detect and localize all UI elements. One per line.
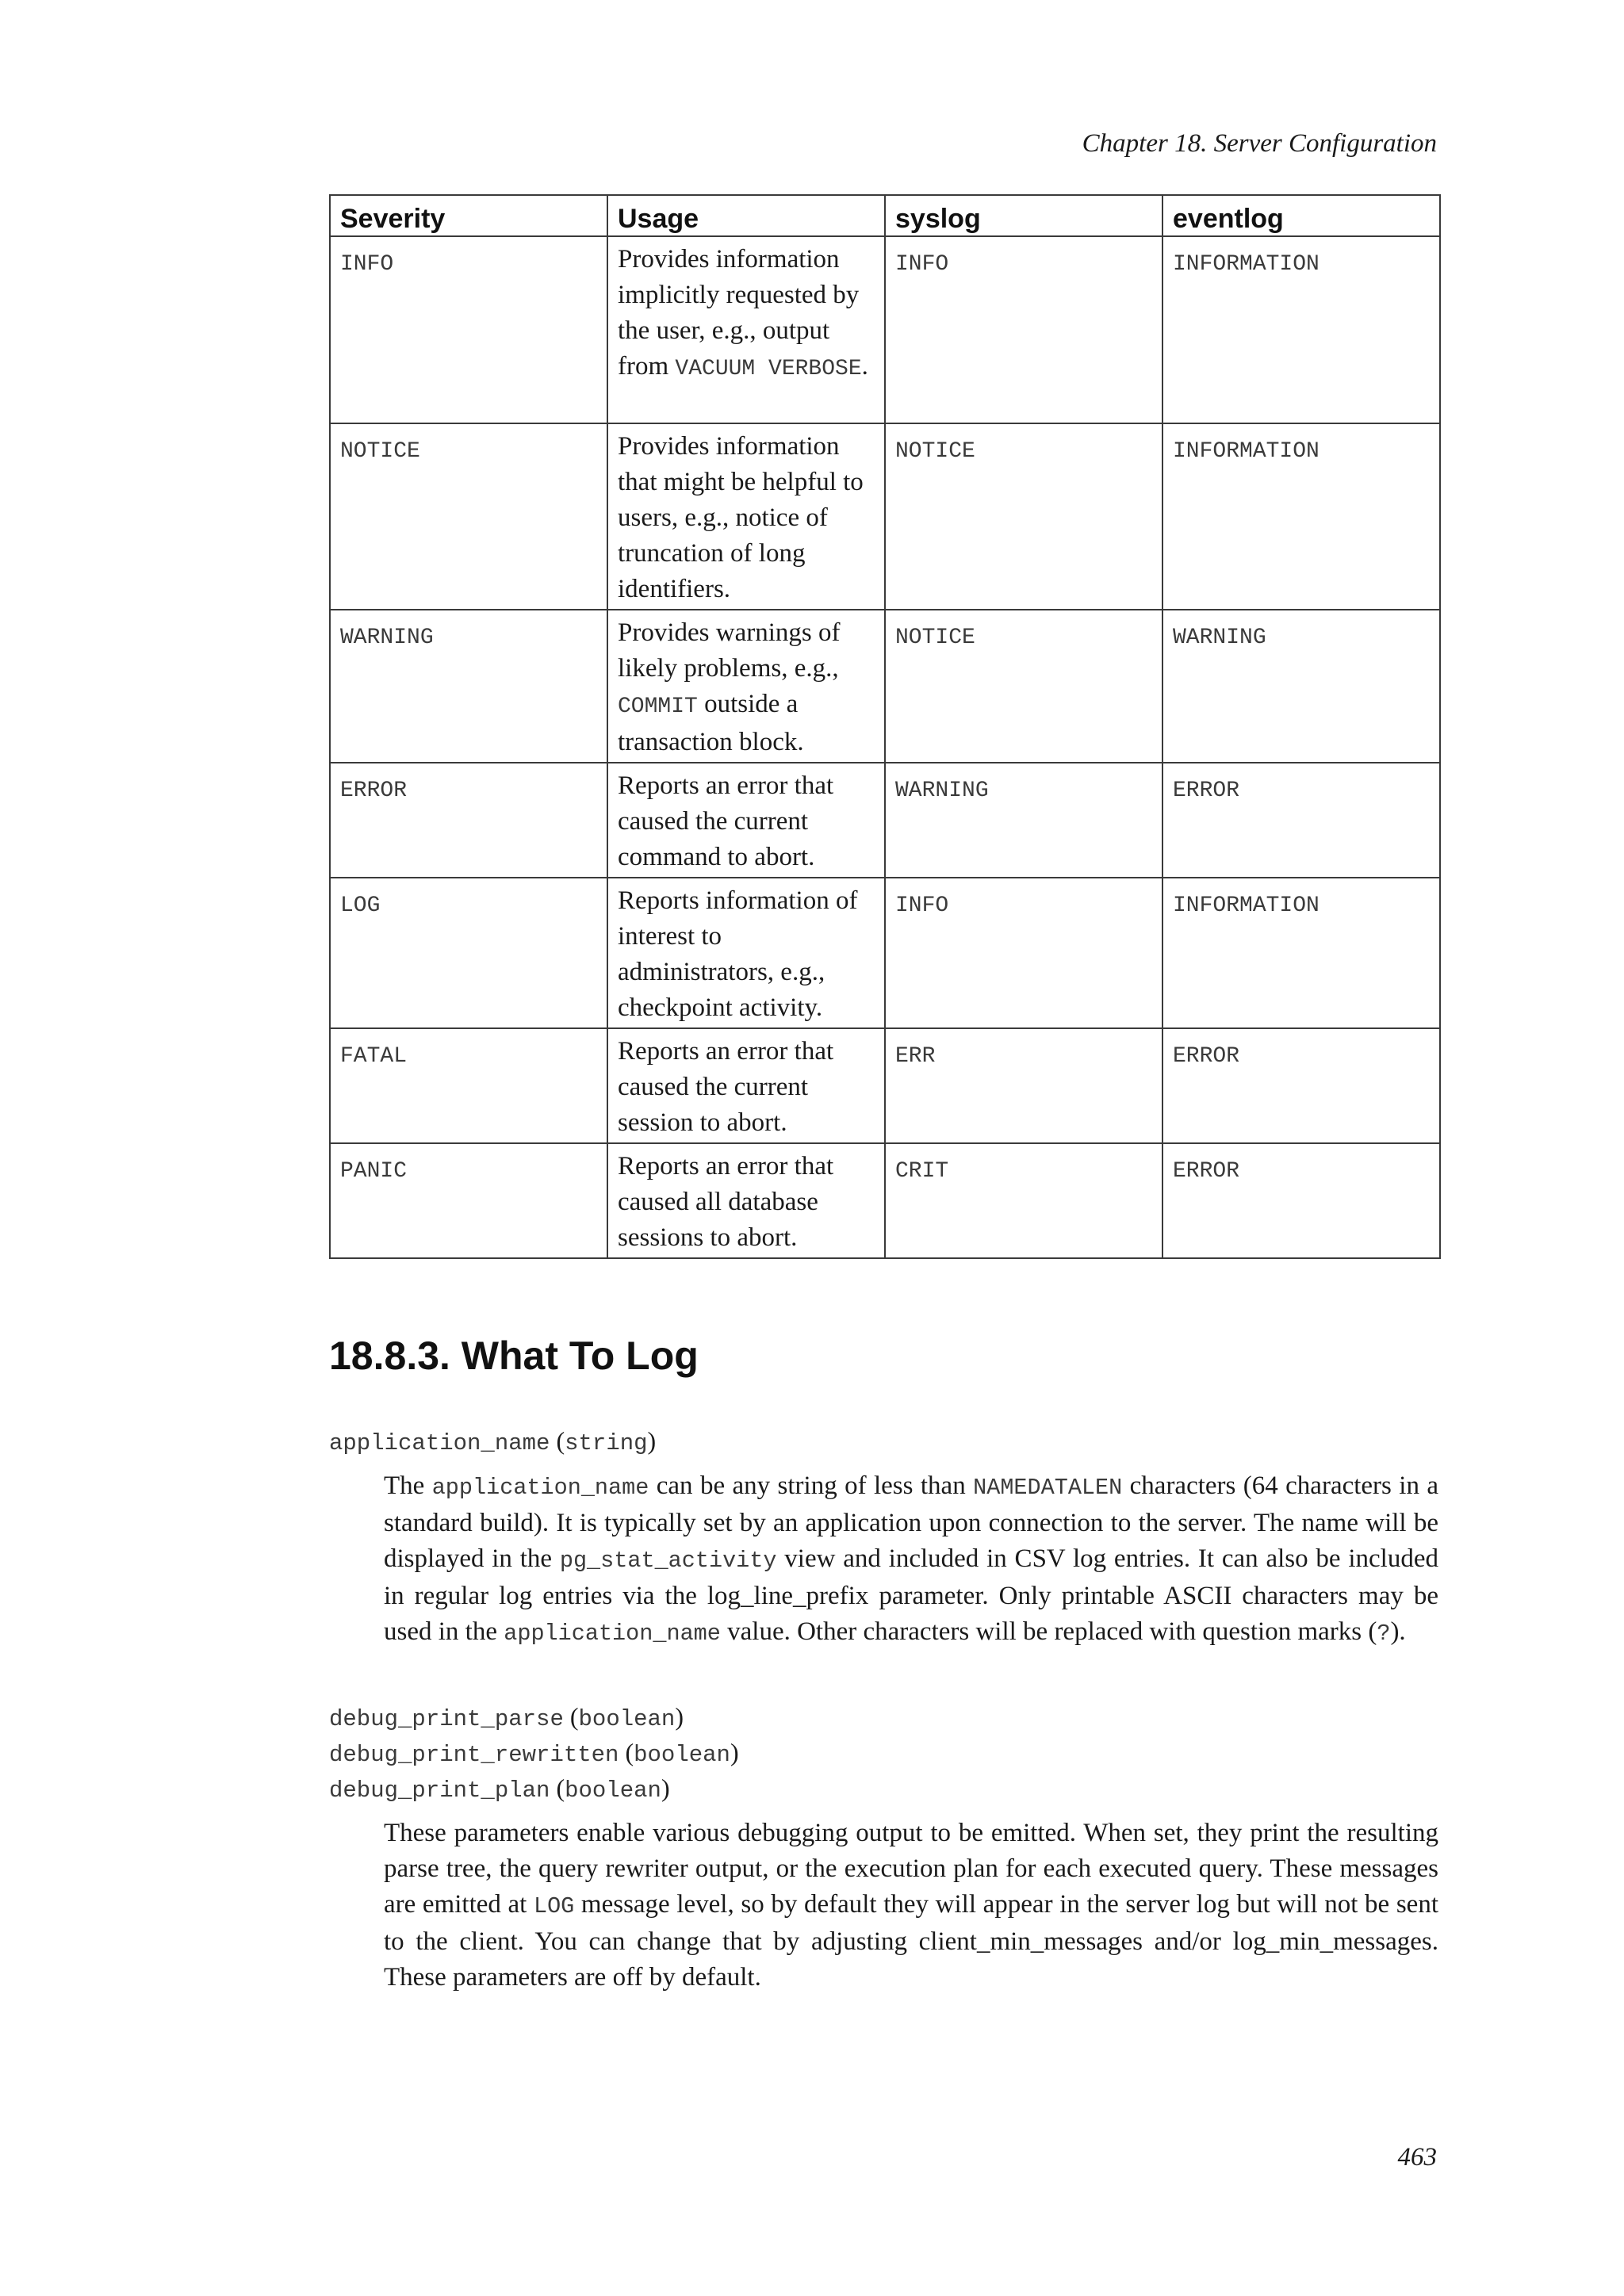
text-run: can be any string of less than: [649, 1471, 974, 1500]
term-open: (: [563, 1702, 579, 1731]
eventlog-cell: ERROR: [1162, 1143, 1440, 1258]
header-eventlog: eventlog: [1162, 195, 1440, 236]
usage-cell: [607, 878, 885, 1028]
page-number: 463: [1397, 2143, 1437, 2172]
term-name: debug_print_plan: [329, 1777, 550, 1804]
table-row: [330, 763, 1440, 878]
usage-text: Reports an error that caused the current session to abort.: [618, 1037, 834, 1137]
term-application-name: [329, 1423, 656, 1461]
usage-text: Reports an error that caused the current command to abort.: [618, 771, 834, 871]
syslog-cell: WARNING: [885, 763, 1162, 878]
inline-code: pg_stat_activity: [559, 1548, 777, 1574]
inline-code: NAMEDATALEN: [973, 1475, 1123, 1501]
application-name-description: [384, 1468, 1438, 1651]
severity-cell: ERROR: [330, 763, 607, 878]
usage-cell: [607, 610, 885, 763]
header-severity: Severity: [330, 195, 607, 236]
text-run: The: [384, 1471, 432, 1500]
term-name: debug_print_parse: [329, 1706, 564, 1732]
inline-code: application_name: [431, 1475, 649, 1501]
table-row: [330, 423, 1440, 610]
usage-code: COMMIT: [618, 695, 698, 719]
usage-text: Provides information implicitly requested by the user, e.g., output from: [618, 245, 860, 381]
eventlog-cell: WARNING: [1162, 610, 1440, 763]
inline-code: ?: [1377, 1621, 1391, 1647]
header-syslog: syslog: [885, 195, 1162, 236]
usage-cell: [607, 423, 885, 610]
term-type: boolean: [565, 1777, 661, 1804]
usage-cell: [607, 1143, 885, 1258]
usage-text: Reports information of interest to administrators, e.g., checkpoint activity.: [618, 886, 858, 1022]
term-close: ): [647, 1426, 657, 1455]
term-close: ): [730, 1738, 739, 1766]
eventlog-cell: ERROR: [1162, 763, 1440, 878]
term-name: debug_print_rewritten: [329, 1742, 619, 1768]
usage-text: Provides information that might be helpful to users, e.g., notice of truncation of long identifiers.: [618, 432, 864, 603]
usage-text-end: outside a transaction block.: [618, 690, 804, 756]
term-close: ): [661, 1774, 670, 1802]
usage-cell: [607, 763, 885, 878]
severity-cell: LOG: [330, 878, 607, 1028]
text-run: value. Other characters will be replaced with question marks (: [720, 1617, 1377, 1646]
text-run: These parameters enable various debugging output to be emitted. When set, they print the resulting parse tree, the query rewriter output, or the execution plan for each executed query. These messages are emitted at: [384, 1819, 1438, 1919]
text-run: view and included in CSV log entries. It can also be included in regular log entries via the log_line_prefix parameter. Only printable ASCII characters may be used in the: [384, 1544, 1438, 1646]
inline-code: LOG: [533, 1893, 575, 1919]
usage-text: Reports an error that caused all database sessions to abort.: [618, 1152, 834, 1252]
term-name: application_name: [329, 1430, 550, 1456]
inline-code: application_name: [504, 1621, 721, 1647]
severity-cell: WARNING: [330, 610, 607, 763]
severity-cell: INFO: [330, 236, 607, 423]
table-row: [330, 610, 1440, 763]
text-run: characters (64 characters in a standard build). It is typically set by an application upon connection to the server. The name will be displayed in the: [384, 1471, 1438, 1573]
eventlog-cell: INFORMATION: [1162, 878, 1440, 1028]
section-title: 18.8.3. What To Log: [329, 1334, 699, 1378]
usage-code: VACUUM VERBOSE: [675, 357, 862, 381]
term-debug-print-plan: [329, 1770, 670, 1808]
eventlog-cell: INFORMATION: [1162, 236, 1440, 423]
term-type: string: [565, 1430, 648, 1456]
term-type: boolean: [578, 1706, 676, 1732]
header-usage: Usage: [607, 195, 885, 236]
usage-text: Provides warnings of likely problems, e.g.,: [618, 618, 841, 683]
table-row: [330, 1028, 1440, 1143]
table-header-row: [330, 195, 1440, 236]
syslog-cell: CRIT: [885, 1143, 1162, 1258]
text-run: message level, so by default they will appear in the server log but will not be sent to the client. You can change that by adjusting client_min_messages and/or log_min_messages. These parameters are off by default.: [384, 1890, 1438, 1992]
usage-cell: [607, 1028, 885, 1143]
term-open: (: [550, 1426, 565, 1455]
term-open: (: [550, 1774, 565, 1802]
syslog-cell: NOTICE: [885, 423, 1162, 610]
syslog-cell: INFO: [885, 878, 1162, 1028]
term-debug-print-rewritten: [329, 1735, 739, 1773]
syslog-cell: INFO: [885, 236, 1162, 423]
term-close: ): [675, 1702, 684, 1731]
eventlog-cell: INFORMATION: [1162, 423, 1440, 610]
syslog-cell: NOTICE: [885, 610, 1162, 763]
text-run: ).: [1390, 1617, 1406, 1646]
term-debug-print-parse: [329, 1699, 684, 1737]
debug-description: [384, 1816, 1438, 1996]
table-row: [330, 1143, 1440, 1258]
table-row: [330, 878, 1440, 1028]
severity-cell: FATAL: [330, 1028, 607, 1143]
severity-cell: PANIC: [330, 1143, 607, 1258]
term-open: (: [619, 1738, 634, 1766]
table-row: [330, 236, 1440, 423]
usage-cell: [607, 236, 885, 423]
severity-cell: NOTICE: [330, 423, 607, 610]
eventlog-cell: ERROR: [1162, 1028, 1440, 1143]
severity-table: [329, 194, 1441, 1259]
usage-text-end: .: [861, 352, 868, 381]
syslog-cell: ERR: [885, 1028, 1162, 1143]
running-head: Chapter 18. Server Configuration: [1082, 129, 1437, 158]
term-type: boolean: [634, 1742, 730, 1768]
